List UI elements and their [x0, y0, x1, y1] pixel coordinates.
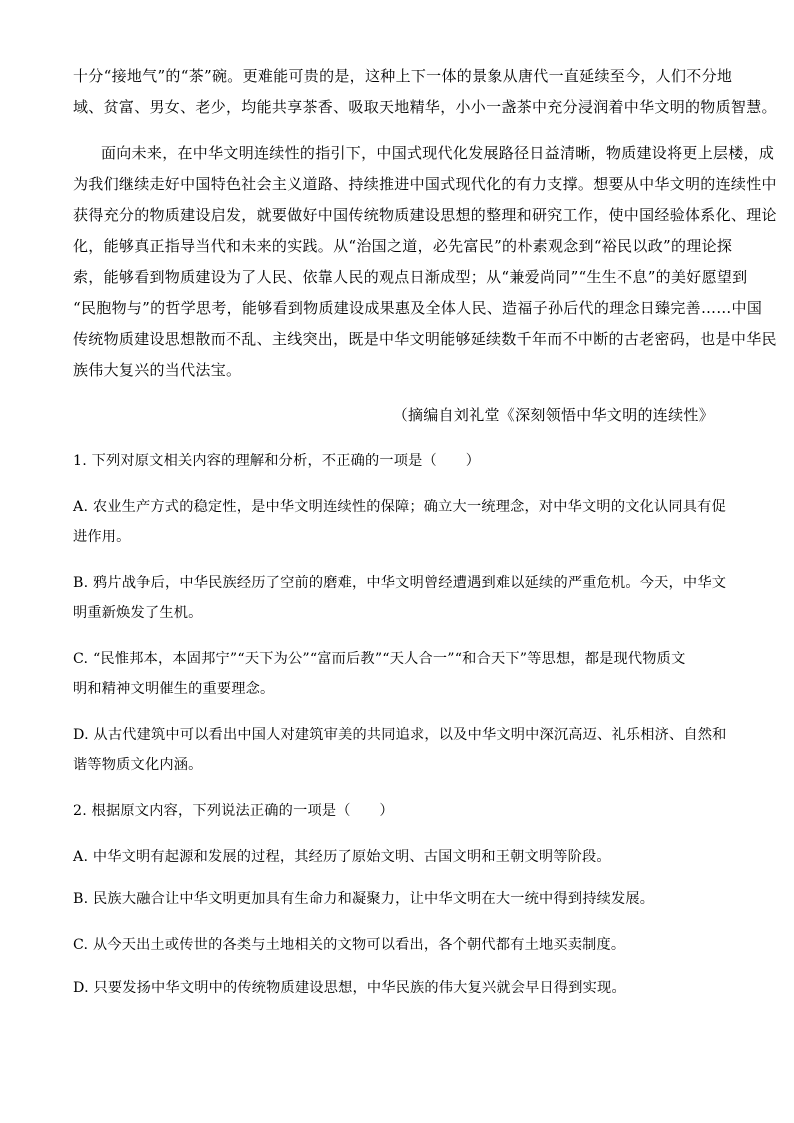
question-1-option-d-line-1: D. 从古代建筑中可以看出中国人对建筑审美的共同追求，以及中华文明中深沉高迈、礼乐相济、自然和	[73, 727, 727, 743]
passage-p2-line-2: 为我们继续走好中国特色社会主义道路、持续推进中国式现代化的有力支撑。想要从中华文明的连续性中	[73, 175, 777, 193]
question-1-option-c-line-1: C. “民惟邦本，本固邦宁”“天下为公”“富而后教”“天人合一”“和合天下”等思想，都是现代物质文	[73, 651, 686, 667]
question-2-option-c: C. 从今天出土或传世的各类与土地相关的文物可以看出，各个朝代都有土地买卖制度。	[73, 937, 626, 953]
passage-p2-line-6: “民胞物与”的哲学思考，能够看到物质建设成果惠及全体人民、造福子孙后代的理念日臻完善……中国	[73, 299, 763, 317]
passage-p2-line-3: 获得充分的物质建设启发，就要做好中国传统物质建设思想的整理和研究工作，使中国经验体系化、理论	[73, 206, 777, 224]
passage-p2-line-8: 族伟大复兴的当代法宝。	[73, 361, 242, 379]
passage-p2-line-1: 面向未来，在中华文明连续性的指引下，中国式现代化发展路径日益清晰，物质建设将更上层楼，成	[101, 144, 775, 162]
question-1-option-b-line-2: 明重新焕发了生机。	[73, 605, 203, 621]
question-1-option-b-line-1: B. 鸦片战争后，中华民族经历了空前的磨难，中华文明曾经遭遇到难以延续的严重危机。今天，中华文	[73, 575, 727, 591]
passage-p2-line-5: 索，能够看到物质建设为了人民、依靠人民的观点日渐成型；从“兼爱尚同”“生生不息”的美好愿望到	[73, 268, 748, 286]
passage-p1-line-2: 域、贫富、男女、老少，均能共享茶香、吸取天地精华，小小一盏茶中充分浸润着中华文明的物质智慧。	[73, 98, 777, 116]
question-1-option-a-line-2: 进作用。	[73, 529, 131, 545]
question-1-option-c-line-2: 明和精神文明催生的重要理念。	[73, 681, 275, 697]
question-2-stem: 2. 根据原文内容，下列说法正确的一项是（ ）	[73, 803, 394, 819]
question-1-stem: 1. 下列对原文相关内容的理解和分析，不正确的一项是（ ）	[73, 453, 481, 469]
question-1-option-a-line-1: A. 农业生产方式的稳定性，是中华文明连续性的保障；确立大一统理念，对中华文明的文化认同具有促	[73, 499, 726, 515]
question-2-option-d: D. 只要发扬中华文明中的传统物质建设思想，中华民族的伟大复兴就会早日得到实现。	[73, 980, 626, 996]
passage-source: （摘编自刘礼堂《深刻领悟中华文明的连续性》	[392, 406, 714, 424]
question-2-option-a: A. 中华文明有起源和发展的过程，其经历了原始文明、古国文明和王朝文明等阶段。	[73, 849, 611, 865]
passage-p2-line-4: 化，能够真正指导当代和未来的实践。从“治国之道，必先富民”的朴素观念到“裕民以政”的理论探	[73, 237, 733, 255]
passage-p1-line-1: 十分“接地气”的“茶”碗。更难能可贵的是，这种上下一体的景象从唐代一直延续至今，人们不分地	[73, 67, 733, 85]
question-2-option-b: B. 民族大融合让中华文明更加具有生命力和凝聚力，让中华文明在大一统中得到持续发展。	[73, 891, 655, 907]
question-1-option-d-line-2: 谐等物质文化内涵。	[73, 757, 203, 773]
passage-p2-line-7: 传统物质建设思想散而不乱、主线突出，既是中华文明能够延续数千年而不中断的古老密码，也是中华民	[73, 330, 777, 348]
